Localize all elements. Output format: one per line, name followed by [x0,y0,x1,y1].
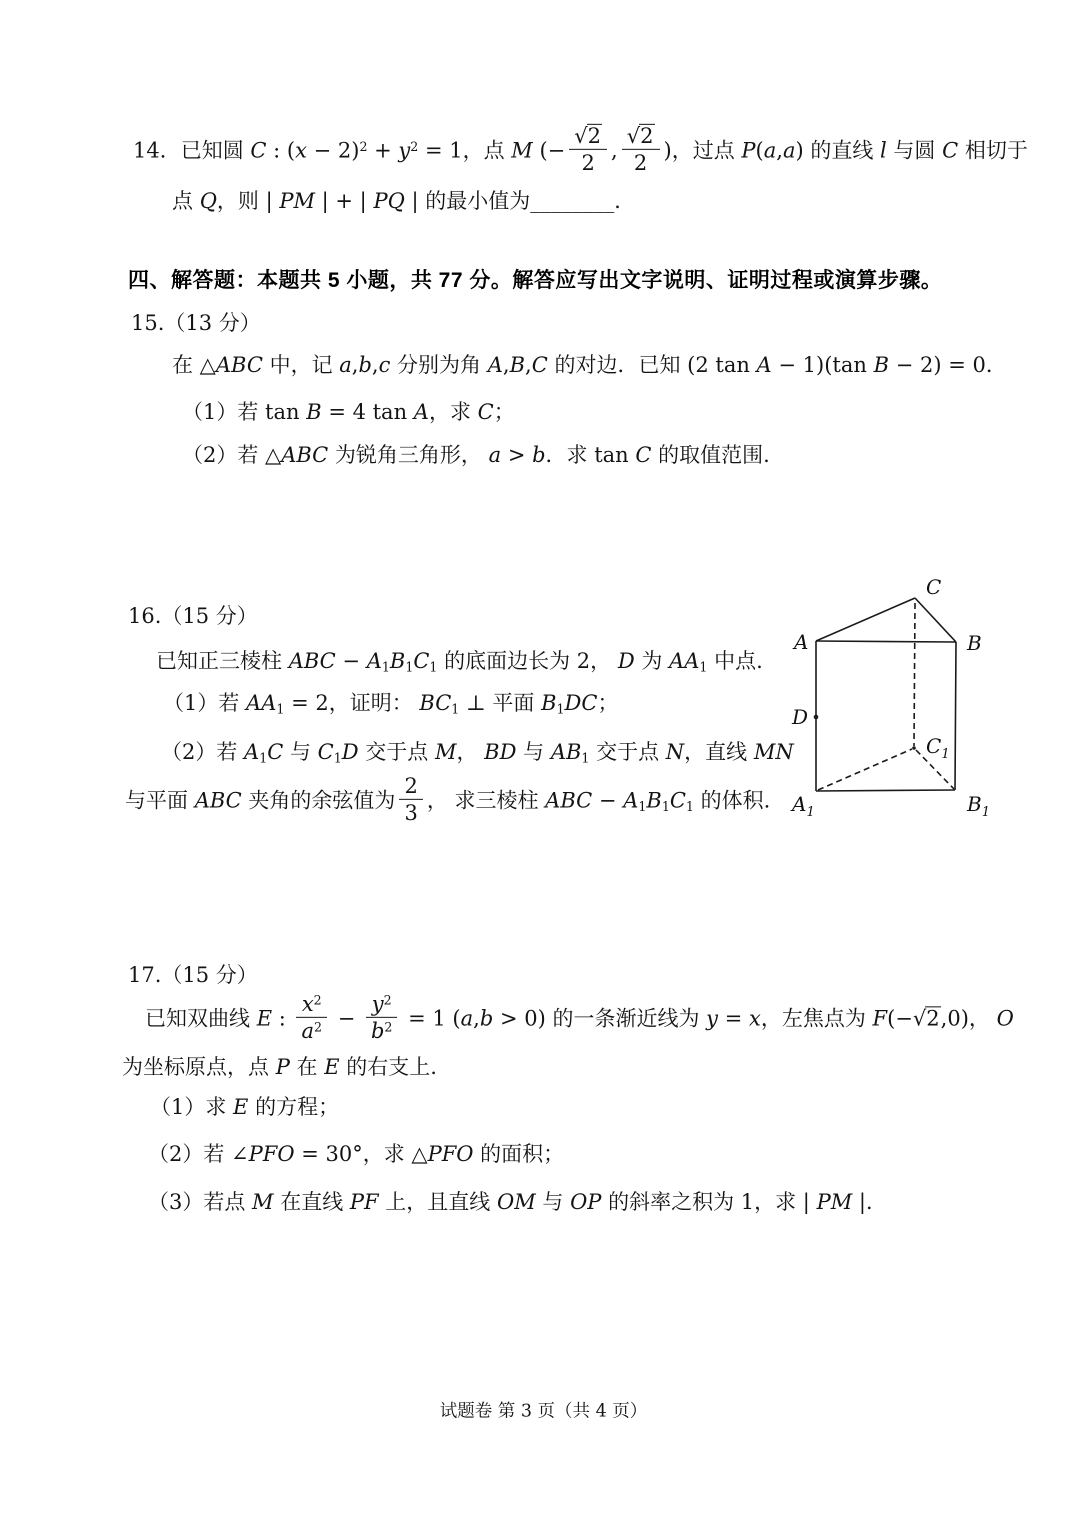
text-token: 的体积. [693,788,771,813]
math-var: a [782,138,796,163]
math-var: DC [564,690,598,715]
text-token: 点 [172,189,200,214]
text-token: 交于点 [358,739,435,764]
math-var: Q [199,189,217,214]
label-B: B [967,631,982,655]
math-var: PQ [373,189,405,214]
math-var: A [413,400,429,425]
question-16-part-1 [163,690,618,718]
math-var: P [275,1055,290,1080]
text-token: , [776,138,783,163]
math-var: BC [419,690,452,715]
text-token: 的底面边长为 2， [437,648,618,673]
edge-CC1-hidden [914,603,915,746]
prism-svg [786,570,996,822]
fraction [296,992,327,1043]
text-token: 2 [581,150,595,175]
text-token: > 0) 的一条渐近线为 [493,1006,707,1031]
math-var: C [317,739,334,764]
label-D: D [792,705,809,729]
question-17-line-2 [122,1054,437,1082]
text-token: 的取值范围. [651,443,770,468]
label-C: C [926,575,942,599]
sqrt [574,124,602,148]
text-token: 14．已知圆 [133,138,251,163]
subscript: 1 [333,750,342,766]
math-var: b [358,353,372,378]
math-var: A [487,353,503,378]
text-token: 为坐标原点，点 [122,1055,276,1080]
math-var: B [646,788,662,813]
math-var: C [250,138,267,163]
text-token: 2 [926,1006,940,1031]
text-token: ，左焦点为 [760,1006,873,1031]
math-var: PM [279,189,315,214]
text-token [296,1018,327,1043]
text-token: : [272,1006,293,1031]
text-token [569,150,607,175]
text-token: （3）若点 [148,1190,253,1215]
text-token: − 2) = 0． [889,353,1007,378]
question-17-line-1 [145,991,1014,1045]
point-C1-dot [912,746,916,750]
question-17-title [128,962,258,990]
text-token [296,992,327,1018]
text-token: > [501,443,533,468]
subscript: 1 [699,659,708,675]
math-var: ABC [281,443,329,468]
text-token [569,124,607,150]
superscript: 2 [313,992,322,1008]
text-token: ,0)， [940,1006,997,1031]
question-17-part-3 [148,1189,887,1217]
text-token: ，求 [428,400,478,425]
text-token: ； [597,690,619,715]
text-token: (− [532,138,566,163]
text-token: = 1，点 [418,138,512,163]
text-token: , [525,353,532,378]
text-token: − 2) [306,138,360,163]
text-token: 为锐角三角形， [328,443,489,468]
text-token: ________ [530,189,615,214]
math-var: B [541,690,557,715]
text-token: 相切于 [958,138,1028,163]
question-14-line-1 [133,123,1028,177]
text-token: , [371,353,379,378]
math-var: c [378,353,391,378]
text-token: ， 求三棱柱 [426,788,546,813]
text-token: ⊥ 平面 [459,690,542,715]
text-token: 2 [633,150,648,175]
text-token [399,800,422,825]
text-token: 与圆 [886,138,943,163]
text-token: − [592,788,624,813]
text-token: （1）求 [150,1095,234,1120]
sqrt [913,1007,941,1031]
math-var: AA [669,648,700,673]
math-var: A [244,739,260,764]
text-token: （2）若 [161,739,245,764]
math-var: PFO [248,1142,295,1167]
math-var: x [295,138,307,163]
text-token: 夹角的余弦值为 [241,788,396,813]
text-token: 的右支上. [339,1055,437,1080]
math-var: ABC [215,353,263,378]
point-D-dot [814,715,819,720]
text-token: 在 △ [172,353,216,378]
math-var: C [531,353,548,378]
text-token: = 4 tan [321,400,414,425]
text-token: + [367,138,399,163]
label-B1: $B_1$ [967,792,990,820]
text-token: 分别为角 [390,353,488,378]
fraction [399,774,422,825]
text-token: ．求 tan [545,443,636,468]
superscript: 2 [383,992,392,1008]
text-token: , [351,353,359,378]
text-token: ． [614,189,636,214]
text-token: √ [626,123,640,148]
text-token [366,1018,397,1043]
math-var: ABC [545,788,593,813]
text-token: 中点. [707,648,763,673]
math-var: D [617,648,635,673]
text-token: （2）若 ∠ [148,1142,249,1167]
math-var: ABC [194,788,242,813]
question-17-part-1 [150,1094,339,1122]
superscript: 2 [384,1019,393,1035]
math-var: PF [349,1190,379,1215]
subscript: 1 [451,701,460,717]
math-var: E [233,1095,249,1120]
text-token: 上，且直线 [378,1190,497,1215]
text-token: 与 [535,1190,571,1215]
text-token: 为 [634,648,670,673]
superscript: 2 [359,139,368,155]
math-var: E [256,1006,273,1031]
subscript: 1 [685,799,694,815]
text-token: 与平面 [125,788,195,813]
text-token: , [502,353,510,378]
label-A: A [794,630,809,654]
math-var: F [872,1006,888,1031]
text-token: 与 [516,739,551,764]
fraction [366,992,397,1043]
text-token: （1）若 [163,690,247,715]
math-var: y [371,991,384,1016]
text-token: = [718,1006,749,1031]
question-15-part-2 [182,442,770,470]
text-token: 17.（15 分） [128,963,258,988]
math-var: a [301,1018,314,1043]
text-token: √ [574,123,587,148]
math-var: OM [496,1190,536,1215]
question-15-line-1 [172,352,1007,380]
math-var: B [306,400,322,425]
math-var: PM [816,1190,853,1215]
text-token: − 1)(tan [771,353,874,378]
math-var: N [665,739,685,764]
edge-A1C1-hidden [818,749,912,790]
edge-BB1 [955,642,956,790]
math-var: x [748,1006,761,1031]
subscript: 1 [259,750,268,766]
edge-AC [816,598,915,641]
text-token: 与 [283,739,318,764]
text-token: , [473,1006,480,1031]
question-15-part-1 [182,399,515,427]
label-C1: $C_1$ [926,734,950,762]
text-token: 已知双曲线 [145,1006,257,1031]
math-var: b [479,1006,494,1031]
text-token: ，则 | [216,189,280,214]
math-var: x [301,991,314,1016]
text-token: 中，记 [262,353,340,378]
text-token: √ [912,1006,926,1031]
math-var: P [741,138,756,163]
math-var: AB [550,739,582,764]
math-var: y [398,138,411,163]
text-token: |． [852,1190,887,1215]
subscript: 1 [556,701,565,717]
text-token: 2 [587,123,602,148]
text-token [366,992,397,1018]
text-token: 的对边．已知 (2 tan [547,353,757,378]
text-token: − [331,1006,362,1031]
text-token: 的方程； [248,1095,340,1120]
text-token: : ( [266,138,296,163]
subscript: 1 [661,799,670,815]
text-token [399,774,422,800]
text-token: ； [493,400,515,425]
math-var: B [873,353,890,378]
math-var: B [509,353,526,378]
text-token: − [335,648,367,673]
text-token: 2 [640,123,654,148]
page-footer: 试题卷 第 3 页（共 4 页） [439,1401,648,1422]
text-token: 2 [404,773,418,798]
math-var: AA [246,690,277,715]
math-var: PFO [427,1142,474,1167]
text-token: (− [887,1006,913,1031]
subscript: 1 [405,659,414,675]
text-token: 15.（13 分） [131,311,261,336]
math-var: C [669,788,686,813]
fraction [569,124,607,175]
math-var: M [252,1190,274,1215]
text-token: = 1 ( [401,1006,461,1031]
text-token: 在直线 [273,1190,350,1215]
math-var: A [623,788,639,813]
question-16-line-4 [125,773,771,827]
math-var: ABC [288,648,336,673]
math-var: C [635,443,652,468]
math-var: b [532,443,546,468]
edge-CB [915,598,956,642]
math-var: a [488,443,502,468]
math-var: y [706,1006,719,1031]
math-var: b [370,1018,385,1043]
fraction [622,124,660,175]
subscript: 1 [581,750,590,766]
text-token: | + | [314,189,374,214]
text-token: ( [755,138,764,163]
superscript: 2 [410,139,419,155]
text-token: = 2，证明： [284,690,420,715]
text-token [622,124,660,150]
math-var: B [389,648,406,673]
math-var: C [413,648,430,673]
question-14-line-2 [172,188,635,216]
math-var: C [267,739,284,764]
question-16-line-1 [156,648,763,676]
math-var: C [942,138,959,163]
math-var: C [477,400,494,425]
sqrt [627,124,655,148]
question-17-part-2 [148,1141,564,1169]
subscript: 1 [638,799,647,815]
math-var: O [996,1006,1014,1031]
text-token: （2）若 △ [182,443,282,468]
math-var: E [324,1055,340,1080]
math-var: a [763,138,777,163]
math-var: a [460,1006,474,1031]
label-A1: $A_1$ [792,792,815,820]
text-token: 的斜率之积为 1，求 | [601,1190,817,1215]
text-token: 16.（15 分） [128,604,258,629]
text-token: , [611,138,618,163]
text-token: （1）若 tan [182,400,307,425]
text-token: 3 [404,800,418,825]
math-var: A [756,353,772,378]
text-token: = 30°，求 △ [294,1142,428,1167]
edge-A1B1 [816,790,955,791]
text-token: ， [456,739,485,764]
math-var: M [511,138,533,163]
prism-figure [786,570,996,826]
text-token: 交于点 [589,739,666,764]
text-token [622,150,660,175]
text-token: | 的最小值为 [404,189,531,214]
question-16-title [128,603,258,631]
math-var: M [434,739,457,764]
section-4-header [128,267,942,295]
math-var: a [339,353,352,378]
superscript: 2 [314,1019,323,1035]
text-token: ) 的直线 [795,138,881,163]
math-var: MN [753,739,794,764]
subscript: 1 [276,701,285,717]
math-var: l [880,138,887,163]
text-token: )，过点 [663,138,742,163]
text-token: 已知正三棱柱 [156,648,289,673]
text-token: ，直线 [684,739,754,764]
text-token: 的面积； [473,1142,565,1167]
question-15-title [131,310,261,338]
subscript: 1 [381,659,390,675]
question-16-part-2 [161,739,794,767]
math-var: OP [570,1190,602,1215]
math-var: A [366,648,382,673]
text-token: 四、解答题：本题共 5 小题，共 77 分。解答应写出文字说明、证明过程或演算步骤。 [128,269,943,293]
math-var: BD [484,739,517,764]
math-var: D [341,739,359,764]
text-token: 在 [289,1055,325,1080]
subscript: 1 [429,659,438,675]
edge-AB [816,641,956,642]
